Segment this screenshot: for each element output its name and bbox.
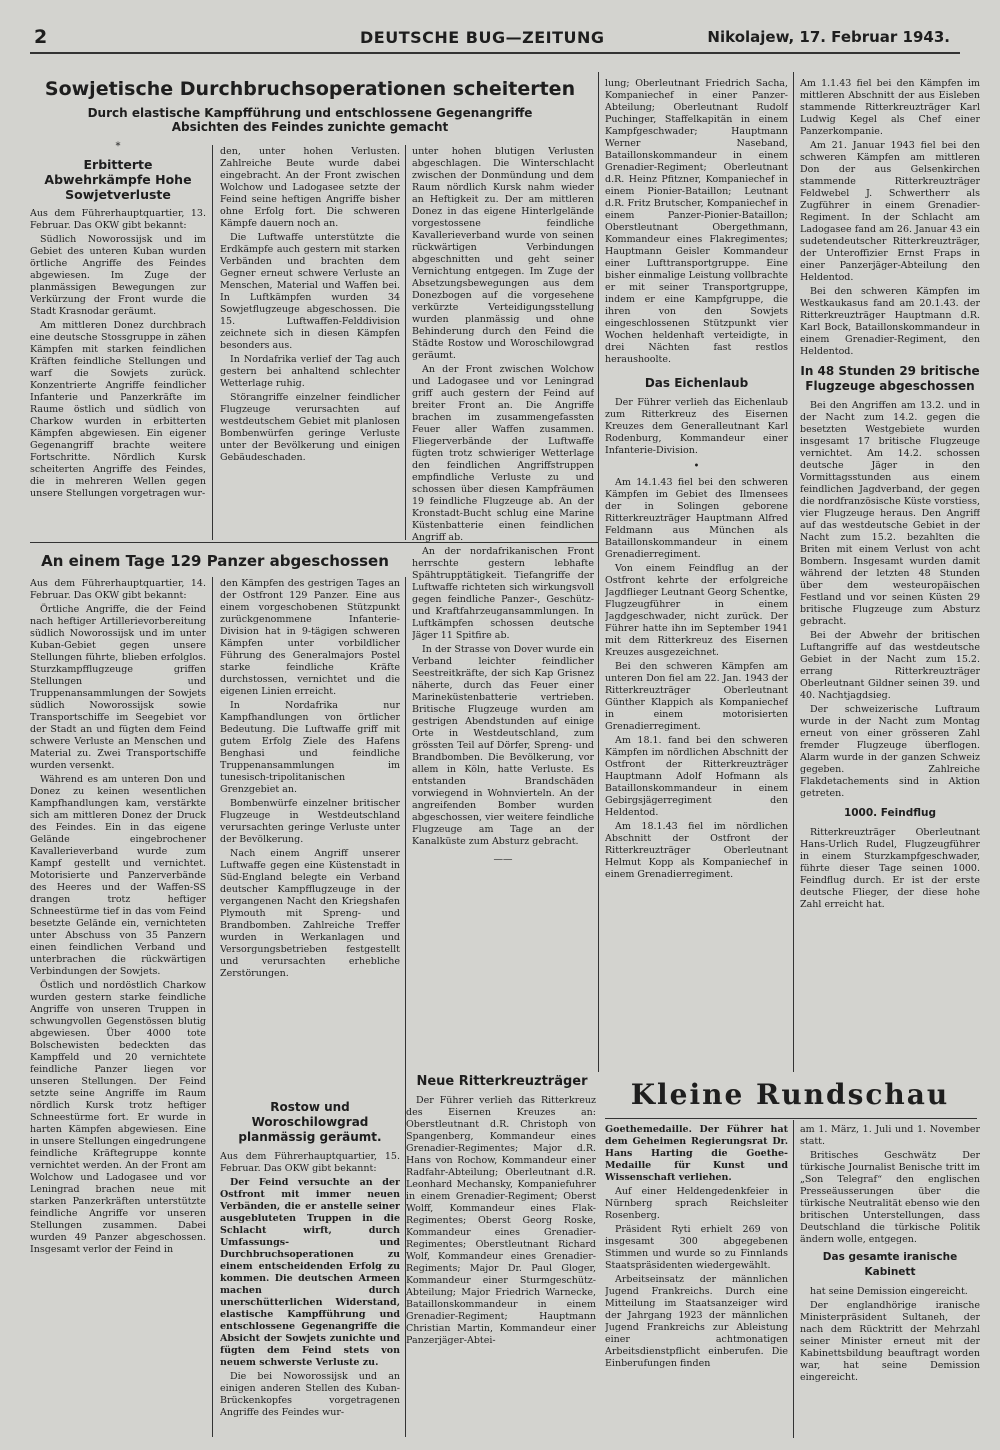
ritterkreuz-headline: Neue Ritterkreuzträger <box>416 1074 588 1089</box>
feindflug-heading: 1000. Feindflug <box>843 807 937 819</box>
paragraph: Bombenwürfe einzelner britischer Flugzeuge in Westdeutschland verursachten geringe Verluste unter der Bevölkerung. <box>220 798 400 845</box>
main-article-col-1 <box>30 137 206 539</box>
rundschau-title: Kleine Rundschau <box>630 1078 950 1111</box>
paragraph: Störangriffe einzelner feindlicher Flugzeuge verursachten auf westdeutschem Gebiet mit planlosen Bombenwürfen geringe Verluste unter der Bevölkerung und einigen Gebäudeschaden. <box>220 392 400 463</box>
main-article-col-3 <box>412 146 594 1056</box>
paragraph: In Nordafrika verlief der Tag auch gestern bei anhaltend schlechter Wetterlage ruhig. <box>220 354 400 389</box>
paragraph: Am 14.1.43 fiel bei den schweren Kämpfen im Gebiet des Ilmensees der in Solingen geborene Ritterkreuzträger Hauptmann Alfred Feldmann aus München als Bataillonskommandeur in einem Grenadierregiment. <box>605 477 788 560</box>
column-rule <box>405 145 406 540</box>
paragraph: Am 1.1.43 fiel bei den Kämpfen im mittleren Abschnitt der aus Eisleben stammende Ritterkreuzträger Karl Ludwig Kegel als Chef einer Panzerkompanie. <box>800 78 980 137</box>
paragraph: unter hohen blutigen Verlusten abgeschlagen. Die Winterschlacht zwischen der Donmündung und dem Raum nördlich Kursk nahm wieder an Heftigkeit zu. Der am mittleren Donez in das eigene Hinterlgelände vorgestossene feindliche Kavallerieverband wurde von seinen rückwärtigen Verbindungen abgeschnitten und geht seiner Vernichtung entgegen. Im Zuge der Absetzungsbewegungen aus dem Donezbogen auf die vorgesehene verkürzte Verteidigungsstellung wurden planmässig und ohne Behinderung durch den Feind die Städte Rostow und Woroschilowgrad geräumt. <box>412 146 594 361</box>
paragraph: Östlich und nordöstlich Charkow wurden gestern starke feindliche Angriffe von unseren Truppen in schwungvollen Gegenstössen blutig abgewiesen. Über 4000 tote Bolschewisten bedeckten das Kampffeld und 20 vernichtete feindliche Panzer liegen vor unseren Stellungen. Der Feind setzte seine Angriffe im Raum nördlich Kursk trotz heftiger Schneestürme fort. Er wurde in harten Kämpfen abgewiesen. Eine in unsere Stellungen eingedrungene feindliche Kräftegruppe konnte vernichtet werden. An der Front am Wolchow und Ladogasee und vor Leningrad brachen neue mit starken Panzerkräften unterstützte feindliche Angriffe vor unseren Stellungen zusammen. Dabei wurden 49 Panzer abgeschossen. Insgesamt verlor der Feind in <box>30 980 206 1255</box>
paragraph: Der Feind versuchte an der Ostfront mit immer neuen Verbänden, die er anstelle seiner ausgebluteten Truppen in die Schlacht wirft, durch Umfassungs- und Durchbruchsoperationen zu einem entscheidenden Erfolg zu kommen. Die deutschen Armeen machen durch unerschütterlichen Widerstand, elastische Kampfführung und entschlossene Gegenangriffe die Absicht der Sowjets zunichte und fügten dem Feind stets von neuem schwerste Verluste zu. <box>220 1177 400 1368</box>
paragraph: Präsident Ryti erhielt 269 von insgesamt 300 abgegebenen Stimmen und wurde so zu Finnlands Staatspräsidenten wiedergewählt. <box>605 1224 788 1271</box>
paragraph: Die bei Noworossijsk und an einigen anderen Stellen des Kuban-Brückenkopfes vorgetragenen Angriffe des Feindes wur- <box>220 1371 400 1418</box>
panzer-col-2 <box>220 578 400 1078</box>
paragraph: In der Strasse von Dover wurde ein Verband leichter feindlicher Seestreitkräfte, der sich Kap Grisnez näherte, durch das Feuer einer Marineküstenbatterie vertrieben. Britische Flugzeuge wurden am gestrigen Abendstunden auf einige Orte in Westdeutschland, zum grössten Teil auf Dörfer, Spreng- und Brandbomben. Die Bevölkerung, vor allem in Köln, hatte Verluste. Es entstanden Brandschäden vorwiegend in Wohnvierteln. An der angreifenden Bomber wurden abgeschossen, vier weitere feindliche Flugzeuge am Tage an der Kanalküste zum Absturz gebracht. <box>412 644 594 847</box>
col1-heading: Erbitterte Abwehrkämpfe Hohe Sowjetverluste <box>44 157 192 202</box>
ornament: * <box>115 141 121 152</box>
masthead <box>30 26 960 48</box>
newspaper-title: DEUTSCHE BUG—ZEITUNG <box>360 28 605 47</box>
panzer-headline: An einem Tage 129 Panzer abgeschossen <box>41 552 389 570</box>
paragraph: den, unter hohen Verlusten. Zahlreiche Beute wurde dabei eingebracht. An der Front zwischen Wolchow und Ladogasee setzte der Feind seine heftigen Angriffe bisher ohne Erfolg fort. Die schweren Kämpfe dauern noch an. <box>220 146 400 229</box>
paragraph: An der nordafrikanischen Front herrschte gestern lebhafte Spähtrupptätigkeit. Tiefangriffe der Luftwaffe richteten sich wirkungsvoll gegen feindliche Panzer-, Geschütz- und Kraftfahrzeugansammlungen. In Luftkämpfen schossen deutsche Jäger 11 Spitfire ab. <box>412 546 594 641</box>
paragraph: am 1. März, 1. Juli und 1. November statt. <box>800 1124 980 1147</box>
paragraph: Der Führer verlieh das Eichenlaub zum Ritterkreuz des Eisernen Kreuzes dem Generalleutnant Karl Rodenburg, Kommandeur einer Infanterie-Division. <box>605 397 788 456</box>
paragraph: den Kämpfen des gestrigen Tages an der Ostfront 129 Panzer. Eine aus einem vorgeschobenen Stützpunkt zurückgenommene Infanterie-Division hat in 9-tägigen schweren Kämpfen unter vorbildlicher Führung des Generalmajors Postel starke feindliche Kräfte durchstossen, vernichtet und die eigenen Linien erreicht. <box>220 578 400 697</box>
paragraph: Bei den Angriffen am 13.2. und in der Nacht zum 14.2. gegen die besetzten Westgebiete wurden insgesamt 17 britische Flugzeuge vernichtet. Am 14.2. schossen deutsche Jäger in den Vormittagsstunden aus einem feindlichen Jagdverband, der gegen die nordfranzösische Küste vorstiess, vier Flugzeuge heraus. Den Angriff auf das westdeutsche Gebiet in der Nacht zum 15.2. bezahlten die Briten mit einem Verlust von acht Bombern. Insgesamt wurden damit während der letzten 48 Stunden über dem westeuropäischen Festland und vor seinen Küsten 29 britische Flugzeuge zum Absturz gebracht. <box>800 400 980 627</box>
page-number: 2 <box>34 26 48 48</box>
ritterkreuz-article <box>406 1072 596 1438</box>
column-rule <box>793 1120 794 1438</box>
paragraph: lung; Oberleutnant Friedrich Sacha, Kompaniechef in einer Panzer-Abteilung; Oberleutnant Rudolf Puchinger, Staffelkapitän in einem Kampfgeschwader; Hauptmann Werner Naseband, Bataillonskommandeur in einem Grenadier-Regiment; Oberleutnant d.R. Heinz Pfitzner, Kompaniechef in einem Pionier-Bataillon; Leutnant d.R. Fritz Brutscher, Kompaniechef in einem Panzer-Pionier-Bataillon; Oberstleutnant Obergethmann, Kommandeur eines Flakregimentes; Hauptmann Geisler Kommandeur einer Lufttransportgruppe. Eine bisher einmalige Leistung vollbrachte er mit seiner Transportgruppe, indem er eine Kampfgruppe, die ihren von den Sowjets eingeschlossenen Stützpunkt vier Wochen heldenhaft verteidigte, in drei Nächten fast restlos heraushoolte. <box>605 78 788 365</box>
paragraph: Am mittleren Donez durchbrach eine deutsche Stossgruppe in zähen Kämpfen mit starken feindlichen Kräften feindliche Stellungen und warf die Sowjets zurück. Konzentrierte Angriffe feindlicher Infanterie und Panzerkräfte im Raume östlich und südlich von Charkow wurden in erbitterten Kämpfen abgewiesen. Ein eigener Gegenangriff brachte weitere Fortschritte. Nördlich Kursk scheiterten Angriffe des Feindes, die in mehreren Wellen gegen unsere Stellungen vorgetragen wur- <box>30 320 206 499</box>
paragraph: Während es am unteren Don und Donez zu keinen wesentlichen Kampfhandlungen kam, verstärkte sich am mittleren Donez der Druck des Feindes. Ein in das eigene Gelände eingebrochener Kavallerieverband wurde zum Kampf gestellt und vernichtet. Motorisierte und Panzerverbände des Heeres und der Waffen-SS drangen trotz heftiger Schneestürme tief in das vom Feind besetzte Gelände ein, vernichteten unter Abschuss von 35 Panzern einen feindlichen Verband und unterbrachen die rückwärtigen Verbindungen der Sowjets. <box>30 774 206 977</box>
paragraph: Aus dem Führerhauptquartier, 15. Februar. Das OKW gibt bekannt: <box>220 1151 400 1174</box>
paragraph: Bei der Abwehr der britischen Luftangriffe auf das westdeutsche Gebiet in der Nacht zum 15.2. errang Ritterkreuzträger Oberleutnant Gildner seinen 39. und 40. Nachtjagdsieg. <box>800 630 980 701</box>
separator-dash: —— <box>493 854 513 865</box>
paragraph: Der schweizerische Luftraum wurde in der Nacht zum Montag erneut von einer grösseren Zahl fremder Flugzeuge überflogen. Alarm wurde in der ganzen Schweiz gegeben. Zahlreiche Flakdetachements sind in Aktion getreten. <box>800 704 980 799</box>
rostow-article <box>220 1098 400 1438</box>
paragraph: An der Front zwischen Wolchow und Ladogasee und vor Leningrad griff auch gestern der Feind auf breiter Front an. Die Angriffe brachen im zusammengefassten Feuer aller Waffen zusammen. Fliegerverbände der Luftwaffe fügten trotz schwieriger Wetterlage den feindlichen Angriffstruppen empfindliche Verluste zu und schossen über diesen Kampfräumen 19 feindliche Flugzeuge ab. An der Kronstadt-Bucht schlug eine Marine Küstenbatterie einen feindlichen Angriff ab. <box>412 364 594 543</box>
main-article-col-2 <box>220 146 400 539</box>
paragraph: Britisches Geschwätz Der türkische Journalist Benische tritt im „Son Telegraf“ den englischen Presseäusserungen über die türkische Neutralität ebenso wie den britischen Unterstellungen, dass Deutschland die türkische Politik ändern wolle, entgegen. <box>800 1150 980 1245</box>
paragraph: Goethemedaille. Der Führer hat dem Geheimen Regierungsrat Dr. Hans Harting die Goethe-Medaille für Kunst und Wissenschaft verliehen. <box>605 1124 788 1183</box>
paragraph: In Nordafrika nur Kampfhandlungen von örtlicher Bedeutung. Die Luftwaffe griff mit gutem Erfolg Ziele des Hafens Benghasi und feindliche Truppenansammlungen im tunesisch-tripolitanischen Grenzgebiet an. <box>220 700 400 795</box>
paragraph: Bei den schweren Kämpfen am unteren Don fiel am 22. Jan. 1943 der Ritterkreuzträger Oberleutnant Günther Klappich als Kompaniechef in einem motorisierten Grenadierregiment. <box>605 661 788 732</box>
ornament: • <box>693 461 700 472</box>
paragraph: Die Luftwaffe unterstützte die Erdkämpfe auch gestern mit starken Verbänden und brachten dem Gegner erneut schwere Verluste an Menschen, Material und Waffen bei. In Luftkämpfen wurden 34 Sowjetflugzeuge abgeschossen. Die 15. Luftwaffen-Felddivision zeichnete sich in diesen Kämpfen besonders aus. <box>220 232 400 351</box>
iran-cabinet-heading: Das gesamte iranische Kabinett <box>822 1251 958 1278</box>
main-headline: Sowjetische Durchbruchsoperationen scheiterten <box>44 78 576 100</box>
column-rule <box>598 72 599 1072</box>
paragraph: Von einem Feindflug an der Ostfront kehrte der erfolgreiche Jagdflieger Leutnant Georg Schentke, Flugzeugführer in einem Jagdgeschwader, nicht zurück. Der Führer hatte ihn im September 1941 mit dem Ritterkreuz des Eisernen Kreuzes ausgezeichnet. <box>605 563 788 658</box>
rundschau-col-1 <box>605 1124 788 1438</box>
paragraph: Der englandhörige iranische Ministerpräsident Sultaneh, der nach dem Rücktritt der Mehrzahl seiner Minister erneut mit der Kabinettsbildung beauftragt worden war, hat seine Demission eingereicht. <box>800 1300 980 1383</box>
british-planes-heading: In 48 Stunden 29 britische Flugzeuge abgeschossen <box>800 364 980 393</box>
col-5 <box>800 78 980 1068</box>
column-rule <box>212 577 213 1437</box>
rostow-headline: Rostow und Woroschilowgrad planmässig geräumt. <box>238 1100 382 1144</box>
paragraph: Der Führer verlieh das Ritterkreuz des Eisernen Kreuzes an: Oberstleutnant d.R. Christoph von Spangenberg, Kommandeur eines Grenadier-Regimentes; Major d.R. Hans von Rochow, Kommandeur einer Radfahr-Abteilung; Oberleutnant d.R. Leonhard Mechansky, Kompaniefuhrer in einem Grenadier-Regiment; Oberst Wolff, Kommandeur eines Flak-Regimentes; Oberst Georg Roske, Kommandeur eines Grenadier-Regimentes; Oberstleutnant Richard Wolf, Kommandeur eines Grenadier-Regiments; Major Dr. Paul Gloger, Kommandeur einer Sturmgeschütz-Abteilung; Major Friedrich Warnecke, Bataillonskommandeur in einem Grenadier-Regiment; Hauptmann Christian Martin, Kommandeur einer Panzerjäger-Abtei- <box>406 1095 596 1346</box>
col-4 <box>605 78 788 1068</box>
eichenlaub-heading: Das Eichenlaub <box>644 376 749 390</box>
main-subhead-line-2: Absichten des Feindes zunichte gemacht <box>171 120 449 134</box>
paragraph: Aus dem Führerhauptquartier, 14. Februar. Das OKW gibt bekannt: <box>30 578 206 601</box>
issue-date: Nikolajew, 17. Februar 1943. <box>707 28 950 46</box>
paragraph: Nach einem Angriff unserer Luftwaffe gegen eine Küstenstadt in Süd-England belegte ein Verband deutscher Kampfflugzeuge in der vergangenen Nacht den Kriegshafen Plymouth mit Spreng- und Brandbomben. Zahlreiche Treffer wurden in Werkanlagen und Versorgungsbetrieben festgestellt und verursachten erhebliche Zerstörungen. <box>220 848 400 979</box>
section-rule <box>605 1118 977 1119</box>
column-rule <box>212 145 213 540</box>
paragraph: hat seine Demission eingereicht. <box>810 1286 968 1297</box>
rundschau-col-2 <box>800 1124 980 1438</box>
paragraph: Örtliche Angriffe, die der Feind nach heftiger Artillerievorbereitung südlich Noworossijsk und im unter Kuban-Gebiet gegen unsere Stellungen führte, blieben erfolglos. Sturzkampfflugzeuge griffen Stellungen und Truppenansammlungen der Sowjets südlich Noworossijsk sowie Transportschiffe im Seegebiet vor der Stadt an und fügten dem Feind schwere Verluste an Menschen und Material zu. Zwei Transportschiffe wurden versenkt. <box>30 604 206 771</box>
paragraph: Südlich Noworossijsk und im Gebiet des unteren Kuban wurden örtliche Angriffe des Feindes abgewiesen. Im Zuge der planmässigen Bewegungen zur Verkürzung der Front wurde die Stadt Krasnodar geräumt. <box>30 234 206 317</box>
masthead-rule <box>30 52 960 54</box>
paragraph: Am 18.1. fand bei den schweren Kämpfen im nördlichen Abschnitt der Ostfront der Ritterkreuzträger Hauptmann Adolf Hofmann als Bataillonskommandeur in einem Gebirgsjägerregiment den Heldentod. <box>605 735 788 818</box>
paragraph: Ritterkreuzträger Oberleutnant Hans-Urlich Rudel, Flugzeugführer in einem Sturzkampfgeschwader, führte dieser Tage seinen 1000. Feindflug durch. Er ist der erste deutsche Flieger, der diese hohe Zahl erreicht hat. <box>800 827 980 910</box>
column-rule <box>793 72 794 1072</box>
paragraph: Auf einer Heldengedenkfeier in Nürnberg sprach Reichsleiter Rosenberg. <box>605 1186 788 1221</box>
main-subhead-line-1: Durch elastische Kampfführung und entschlossene Gegenangriffe <box>87 106 533 120</box>
paragraph: Am 21. Januar 1943 fiel bei den schweren Kämpfen am mittleren Don der aus Gelsenkirchen stammende Ritterkreuzträger Feldwebel J. Schwertherr als Zugführer in einem Grenadier-Regiment. In der Schlacht am Ladogasee fand am 26. Januar 43 ein sudetendeutscher Ritterkreuzträger, der Unteroffizier Ernst Fraps in einer Panzerjäger-Abteilung den Heldentod. <box>800 140 980 283</box>
paragraph: Bei den schweren Kämpfen im Westkaukasus fand am 20.1.43. der Ritterkreuzträger Hauptmann d.R. Karl Bock, Bataillonskommandeur in einem Grenadier-Regiment, den Heldentod. <box>800 286 980 357</box>
paragraph: Arbeitseinsatz der männlichen Jugend Frankreichs. Durch eine Mitteilung im Staatsanzeiger wird der Jahrgang 1923 der männlichen Jugend Frankreichs zur Ableistung einer achtmonatigen Arbeitsdienstpflicht einberufen. Die Einberufungen finden <box>605 1274 788 1369</box>
paragraph: Am 18.1.43 fiel im nördlichen Abschnitt der Ostfront der Ritterkreuzträger Oberleutnant Helmut Kopp als Kompaniechef in einem Grenadierregiment. <box>605 821 788 880</box>
paragraph: Aus dem Führerhauptquartier, 13. Februar. Das OKW gibt bekannt: <box>30 208 206 231</box>
panzer-col-1 <box>30 578 206 1438</box>
main-subhead <box>40 106 580 134</box>
